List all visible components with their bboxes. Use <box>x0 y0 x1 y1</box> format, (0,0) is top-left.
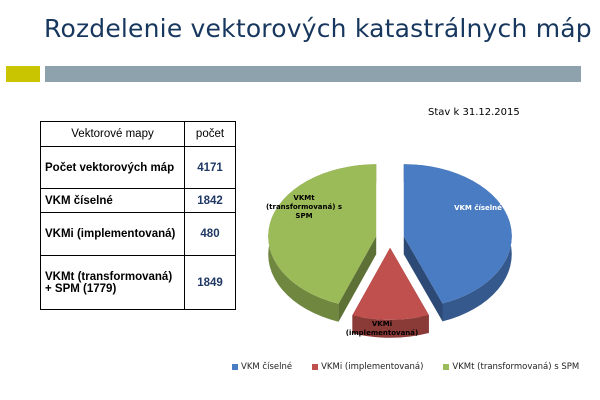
pie-slice-label: VKM číselné <box>454 204 502 212</box>
vector-maps-table <box>40 121 236 310</box>
table-cell-label: VKMi (implementovaná) <box>41 213 185 256</box>
chart-legend <box>232 362 579 372</box>
pie-slice-0 <box>404 164 512 321</box>
legend-swatch <box>232 364 238 370</box>
table-header-row <box>41 122 236 147</box>
status-date-note: Stav k 31.12.2015 <box>428 107 520 118</box>
table-header-maps: Vektorové mapy <box>41 122 185 147</box>
table-row <box>41 213 236 256</box>
legend-label: VKM číselné <box>241 362 293 372</box>
legend-item <box>232 362 292 372</box>
table-cell-value: 4171 <box>185 147 236 189</box>
table-row <box>41 147 236 189</box>
pie-slice-label: VKMi (implementovaná) <box>345 320 419 337</box>
pie-slice-label: VKMt (transformovaná) s SPM <box>265 194 343 220</box>
pie-chart <box>250 160 540 350</box>
accent-bar-yellow <box>6 66 40 82</box>
table-cell-value: 480 <box>185 213 236 256</box>
accent-bar-gray <box>45 66 581 82</box>
table-cell-value: 1842 <box>185 189 236 213</box>
legend-swatch <box>312 364 318 370</box>
table-cell-value: 1849 <box>185 256 236 310</box>
legend-label: VKMi (implementovaná) <box>321 362 424 372</box>
legend-item <box>312 362 423 372</box>
table-header-count: počet <box>185 122 236 147</box>
slide-title: Rozdelenie vektorových katastrálnych máp <box>44 14 592 43</box>
legend-label: VKMt (transformovaná) s SPM <box>452 362 580 372</box>
pie-slice-2 <box>265 164 376 321</box>
table-cell-label: Počet vektorových máp <box>41 147 185 189</box>
table-cell-label: VKM číselné <box>41 189 185 213</box>
table-row <box>41 256 236 310</box>
table-row <box>41 189 236 213</box>
legend-item <box>443 362 579 372</box>
legend-swatch <box>443 364 449 370</box>
table-cell-label: VKMt (transformovaná) + SPM (1779) <box>41 256 185 310</box>
